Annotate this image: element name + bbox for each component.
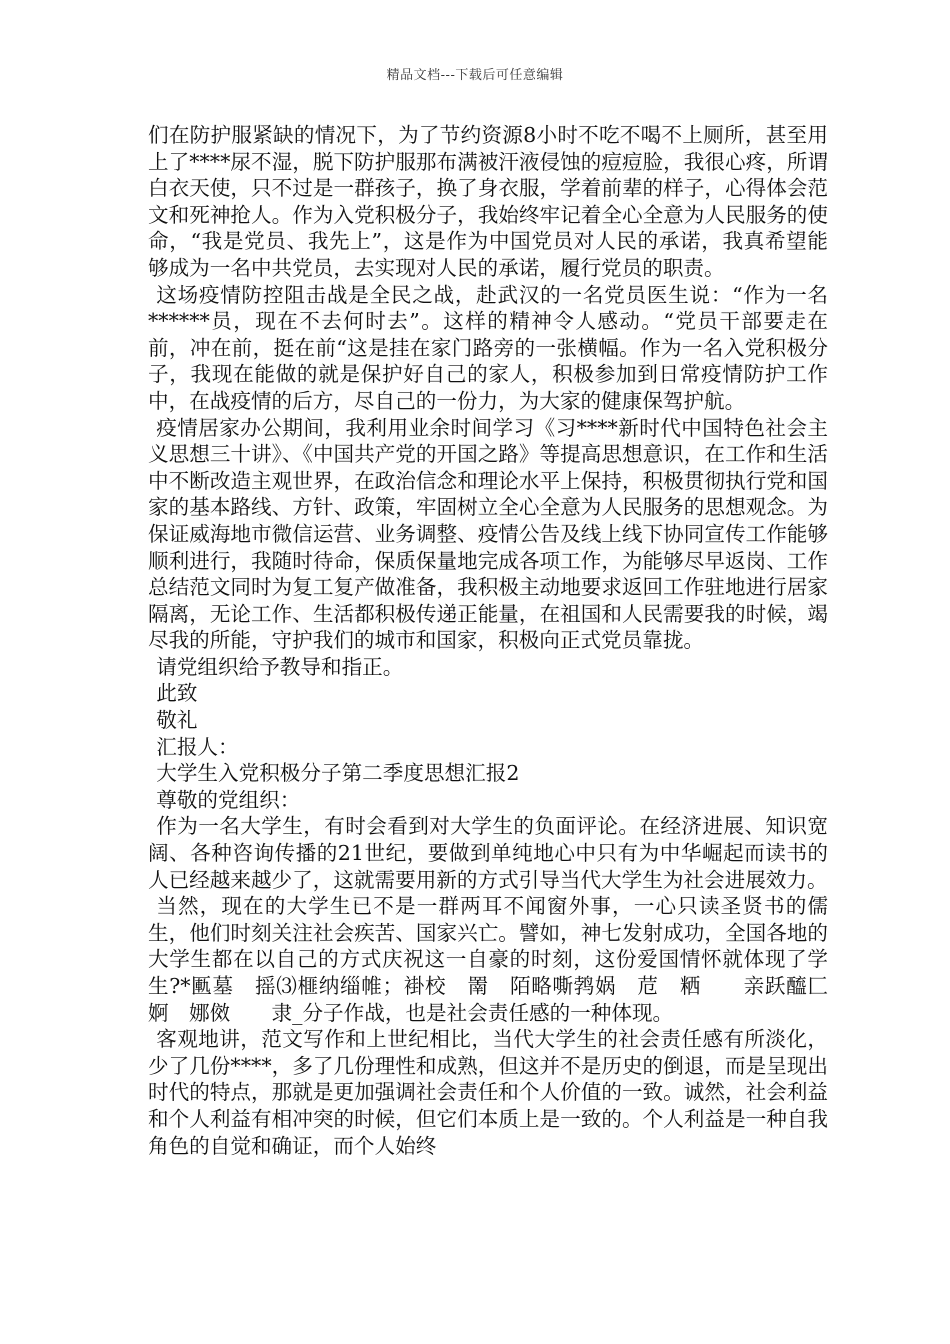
paragraph-6: 客观地讲，范文写作和上世纪相比，当代大学生的社会责任感有所淡化，少了几份****，多了几份理性和成熟，但这并不是历史的倒退，而是呈现出时代的特点，那就是更加强调社会责任和个人价值的一致。诚然，社会利益和个人利益有相冲突的时候，但它们本质上是一致的。个人利益是一种自我角色的自觉和确证，而个人始终: [148, 1027, 828, 1158]
paragraph-4: 作为一名大学生，有时会看到对大学生的负面评论。在经济进展、知识宽阔、各种咨询传播的21世纪，要做到单纯地心中只有为中华崛起而读书的人已经越来越少了，这就需要用新的方式引导当代大学生为社会进展效力。: [148, 814, 828, 892]
paragraph-1: 们在防护服紧缺的情况下，为了节约资源8小时不吃不喝不上厕所，甚至用上了****尿不湿，脱下防护服那布满被汗液侵蚀的痘痘脸，我很心疼，所谓白衣天使，只不过是一群孩子，换了身衣服，学着前辈的样子，心得体会范文和死神抢人。作为入党积极分子，我始终牢记着全心全意为人民服务的使命，“我是党员、我先上”，这是作为中国党员对人民的承诺，我真希望能够成为一名中共党员，去实现对人民的承诺，履行党员的职责。: [148, 123, 828, 280]
page-header: 精品文档---下载后可任意编辑: [386, 68, 564, 83]
paragraph-5: 当然，现在的大学生已不是一群两耳不闻窗外事，一心只读圣贤书的儒生，他们时刻关注社会疾苦、国家兴亡。譬如，神七发射成功，全国各地的大学生都在以自己的方式庆祝这一自豪的时刻，这份爱国情怀就体现了学生?*匭墓 摇⑶榧纳缁帷；褂校 罱 陌略嘶鹁娲 苊 粞 亲跃醯匚 婀 娜傚 隶_分子作战，也是社会责任感的一种体现。: [148, 894, 849, 1025]
greeting: 尊敬的党组织：: [156, 787, 301, 812]
paragraph-2: 这场疫情防控阻击战是全民之战，赴武汉的一名党员医生说：“作为一名******员，现在不去何时去”。这样的精神令人感动。“党员干部要走在前，冲在前，挺在前“这是挂在家门路旁的一张横幅。作为一名入党积极分子，我现在能做的就是保护好自己的家人，积极参加到日常疫情防护工作中，在战疫情的后方，尽自己的一份力，为大家的健康保驾护航。: [148, 282, 828, 413]
section-title: 大学生入党积极分子第二季度思想汇报2: [156, 761, 520, 786]
paragraph-reporter: 汇报人：: [156, 734, 239, 759]
paragraph-request: 请党组织给予教导和指正。: [156, 654, 404, 679]
paragraph-3: 疫情居家办公期间，我利用业余时间学习《习****新时代中国特色社会主义思想三十讲》、《中国共产党的开国之路》等提高思想意识，在工作和生活中不断改造主观世界，在政治信念和理论水平上保持，积极贯彻执行党和国家的基本路线、方针、政策，牢固树立全心全意为人民服务的思想观念。为保证威海地市微信运营、业务调整、疫情公告及线上线下协同宣传工作能够顺利进行，我随时待命，保质保量地完成各项工作，为能够尽早返岗、工作总结范文同时为复工复产做准备，我积极主动地要求返回工作驻地进行居家隔离，无论工作、生活都积极传递正能量，在祖国和人民需要我的时候，竭尽我的所能，守护我们的城市和国家，积极向正式党员靠拢。: [148, 415, 828, 653]
paragraph-salutation-2: 敬礼: [156, 708, 198, 733]
paragraph-salutation-1: 此致: [156, 681, 198, 706]
document-body: [148, 122, 849, 1159]
